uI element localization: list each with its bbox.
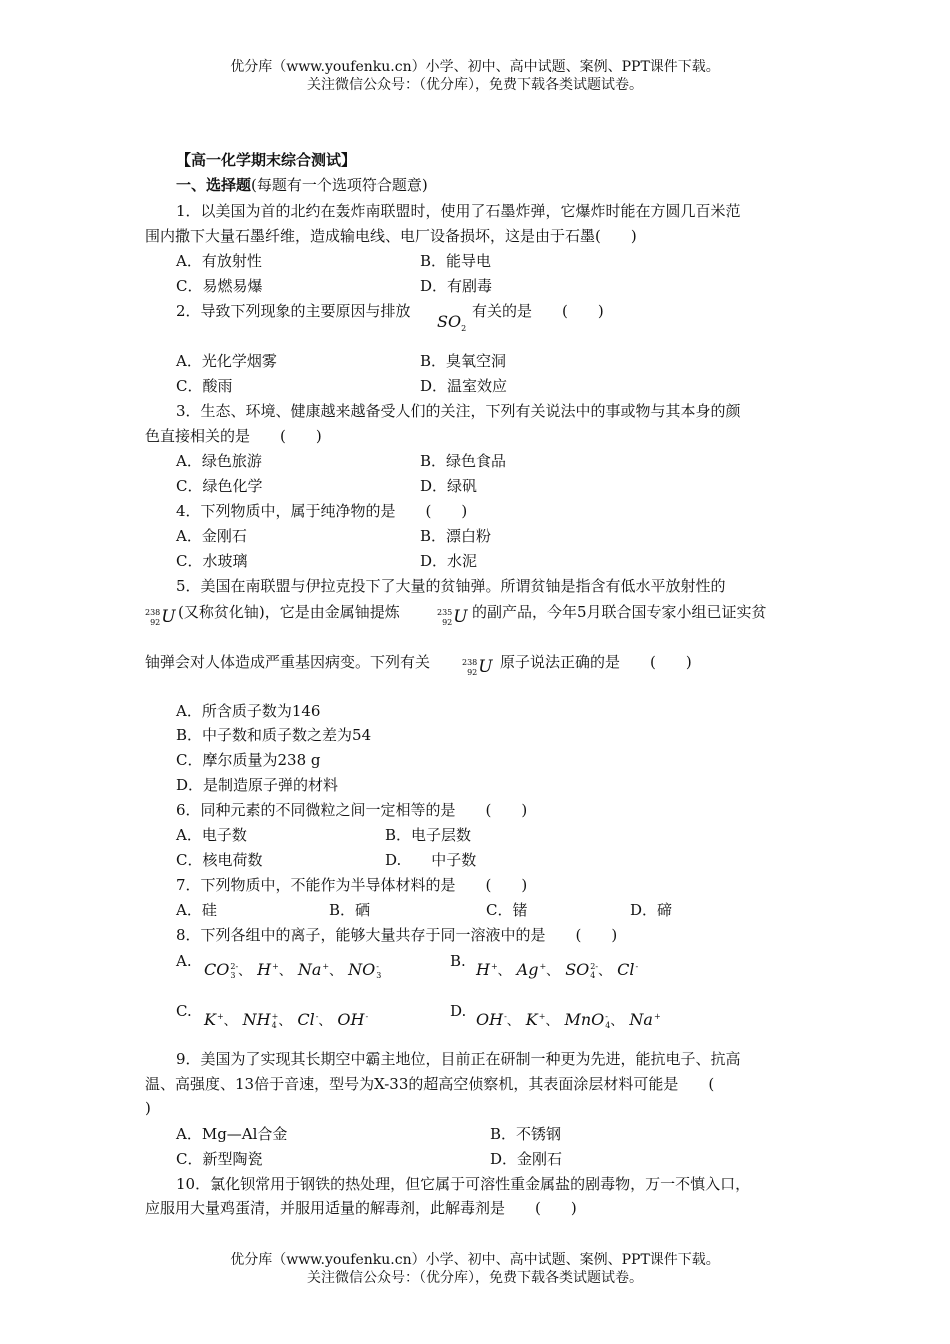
ion-formula: OH- (476, 1010, 507, 1029)
q8-option-b-ions (476, 960, 638, 980)
ion-formula: SO2- 4 (565, 960, 599, 980)
q8-option-b-label: B. (450, 952, 466, 970)
q5-option-c: C．摩尔质量为238 g (176, 751, 321, 769)
header-line-2: 关注微信公众号：（优分库），免费下载各类试题试卷。 (307, 77, 643, 93)
q7-option-d: D．碲 (630, 901, 673, 919)
q5-option-d: D．是制造原子弹的材料 (176, 776, 339, 794)
q6-option-a: A．电子数 (176, 826, 247, 844)
q8-option-c-label: C. (176, 1002, 192, 1020)
q10-line-1: 10．氯化钡常用于钢铁的热处理，但它属于可溶性重金属盐的剧毒物，万一不慎入口， (176, 1175, 751, 1193)
q8-option-a-label: A. (176, 952, 192, 970)
q1-line-2: 围内撒下大量石墨纤维，造成输电线、电厂设备损坏，这是由于石墨( ) (145, 227, 637, 245)
q3-line-1: 3．生态、环境、健康越来越备受人们的关注，下列有关说法中的事或物与其本身的颜 (176, 402, 741, 420)
q7-option-c: C．锗 (486, 901, 528, 919)
ion-separator: 、 (278, 964, 292, 979)
q5-option-b: B．中子数和质子数之差为54 (176, 726, 372, 744)
q2-text-pre: 2．导致下列现象的主要原因与排放 (176, 302, 411, 320)
q5-line-3-pre: 铀弹会对人体造成严重基因病变。下列有关 (145, 653, 431, 671)
header-line-1: 优分库（www.youfenku.cn）小学、初中、高中试题、案例、PPT课件下载。 (230, 59, 720, 75)
q5-isotope-u238-a: 238 92U (145, 607, 176, 627)
ion-formula: Ag+ (516, 960, 547, 979)
q6-line-1: 6．同种元素的不同微粒之间一定相等的是 ( ) (176, 801, 528, 819)
footer-line-2: 关注微信公众号：（优分库），免费下载各类试题试卷。 (307, 1270, 643, 1286)
q1-option-b: B．能导电 (420, 252, 492, 270)
ion-separator: 、 (278, 1014, 292, 1029)
q4-option-c: C．水玻璃 (176, 552, 248, 570)
q6-option-c: C．核电荷数 (176, 851, 263, 869)
footer-line-1: 优分库（www.youfenku.cn）小学、初中、高中试题、案例、PPT课件下载。 (230, 1252, 720, 1268)
ion-separator: 、 (546, 964, 560, 979)
q5-option-a: A．所含质子数为146 (176, 702, 321, 720)
q5-isotope-u238-b: 238 92U (462, 657, 493, 677)
q2-option-a: A．光化学烟雾 (176, 352, 277, 370)
ion-formula: Cl- (617, 960, 639, 979)
ion-formula: H+ (476, 960, 498, 979)
q9-line-2: 温、高强度、13倍于音速，型号为X-33的超高空侦察机，其表面涂层材料可能是 ( (145, 1075, 715, 1093)
q2-option-b: B．臭氧空洞 (420, 352, 507, 370)
ion-formula: MnO- 4 (564, 1010, 611, 1030)
q4-option-d: D．水泥 (420, 552, 478, 570)
q2-option-c: C．酸雨 (176, 377, 233, 395)
ion-formula: K+ (525, 1010, 546, 1029)
doc-title: 【高一化学期末综合测试】 (176, 151, 357, 169)
ion-separator: 、 (545, 1014, 559, 1029)
q5-line-3-post: 原子说法正确的是 ( ) (500, 653, 692, 671)
q3-option-a: A．绿色旅游 (176, 452, 262, 470)
page-footer (0, 1251, 950, 1287)
q4-line-1: 4．下列物质中，属于纯净物的是 ( ) (176, 502, 468, 520)
q7-option-a: A．硅 (176, 901, 217, 919)
section-label: 一、选择题 (176, 176, 252, 194)
q2-option-d: D．温室效应 (420, 377, 508, 395)
q8-option-d-label: D. (450, 1002, 467, 1020)
q3-line-2: 色直接相关的是 ( ) (145, 427, 322, 445)
q9-line-1: 9．美国为了实现其长期空中霸主地位，目前正在研制一种更为先进，能抗电子、抗高 (176, 1050, 741, 1068)
ion-separator: 、 (318, 1014, 332, 1029)
section-note: (每题有一个选项符合题意) (251, 176, 428, 194)
ion-formula: Na+ (629, 1010, 661, 1029)
page-header (0, 58, 950, 94)
q3-option-b: B．绿色食品 (420, 452, 507, 470)
q8-option-c-ions (204, 1010, 368, 1030)
q7-line-1: 7．下列物质中，不能作为半导体材料的是 ( ) (176, 876, 528, 894)
q2-line-1 (176, 300, 411, 322)
q9-line-3: ) (145, 1099, 151, 1117)
q1-line-1: 1．以美国为首的北约在轰炸南联盟时，使用了石墨炸弹，它爆炸时能在方圆几百米范 (176, 202, 741, 220)
q1-option-d: D．有剧毒 (420, 277, 493, 295)
ion-formula: H+ (257, 960, 279, 979)
ion-separator: 、 (598, 964, 612, 979)
q2-so2-formula: $SO_2$ (437, 312, 467, 334)
q1-option-a: A．有放射性 (176, 252, 262, 270)
ion-formula: Na+ (297, 960, 330, 979)
q5-line-1: 5．美国在南联盟与伊拉克投下了大量的贫铀弹。所谓贫铀是指含有低水平放射性的 (176, 577, 726, 595)
q10-line-2: 应服用大量鸡蛋清，并服用适量的解毒剂，此解毒剂是 ( ) (145, 1199, 577, 1217)
q9-option-b: B．不锈钢 (490, 1125, 562, 1143)
q2-text-post: 有关的是 ( ) (472, 302, 604, 320)
ion-formula: NH+ 4 (242, 1010, 279, 1030)
q5-line-2-mid: (又称贫化铀)，它是由金属铀提炼 (178, 603, 400, 621)
q3-option-c: C．绿色化学 (176, 477, 263, 495)
q8-line-1: 8．下列各组中的离子，能够大量共存于同一溶液中的是 ( ) (176, 926, 618, 944)
q3-option-d: D．绿矾 (420, 477, 478, 495)
q6-option-d: D. 中子数 (385, 851, 477, 869)
q6-option-b: B．电子层数 (385, 826, 472, 844)
ion-formula: K+ (204, 1010, 224, 1029)
q1-option-c: C．易燃易爆 (176, 277, 263, 295)
ion-separator: 、 (329, 964, 343, 979)
ion-formula: CO2- 3 (204, 960, 239, 980)
q9-option-c: C．新型陶瓷 (176, 1150, 263, 1168)
ion-formula: Cl- (297, 1010, 319, 1029)
section-heading (176, 174, 428, 196)
q5-line-2-end: 的副产品，今年5月联合国专家小组已证实贫 (472, 603, 767, 621)
q7-option-b: B．硒 (329, 901, 371, 919)
ion-formula: NO- 3 (348, 960, 382, 980)
q4-option-a: A．金刚石 (176, 527, 247, 545)
ion-separator: 、 (610, 1014, 624, 1029)
ion-separator: 、 (223, 1014, 237, 1029)
ion-formula: OH- (337, 1010, 369, 1029)
ion-separator: 、 (497, 964, 511, 979)
q8-option-d-ions (476, 1010, 661, 1030)
ion-separator: 、 (506, 1014, 520, 1029)
ion-separator: 、 (238, 964, 252, 979)
q5-isotope-u235: 235 92U (437, 607, 468, 627)
q8-option-a-ions (204, 960, 381, 980)
q9-option-a: A．Mg—Al合金 (176, 1125, 288, 1143)
q9-option-d: D．金刚石 (490, 1150, 563, 1168)
q4-option-b: B．漂白粉 (420, 527, 492, 545)
